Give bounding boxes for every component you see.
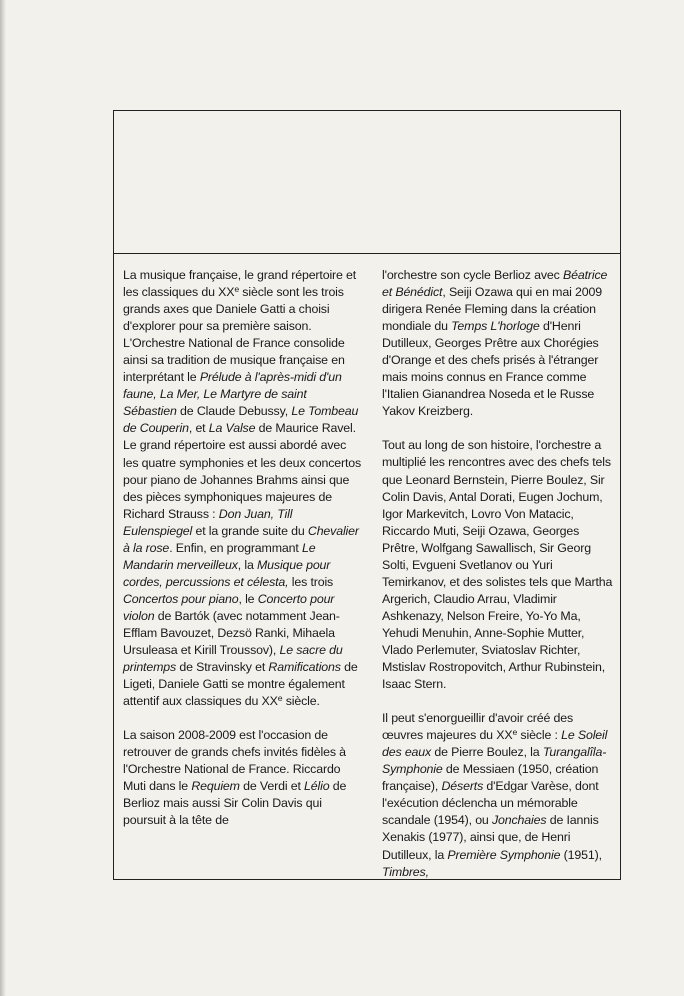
paragraph <box>123 727 363 829</box>
italic-text: Concerto pour violon <box>123 591 338 623</box>
italic-text: Béatrice et Bénédict <box>382 268 611 300</box>
paragraph <box>382 267 616 420</box>
italic-text: Temps L'horloge <box>451 319 540 334</box>
text-run: de Pierre Boulez, la <box>431 745 543 760</box>
text-run: La musique française, le grand répertoire et les classiques du XX <box>123 268 360 300</box>
text-run: d'Henri Dutilleux, Georges Prêtre aux Chorégies d'Orange et des chefs prisés à l'étranger mais moins connus en France comme l'Italien Gianandrea Noseda et le Russe Yakov Kreizberg. <box>382 319 602 419</box>
text-run: , et <box>188 421 209 436</box>
text-run: , Seiji Ozawa qui en mai 2009 dirigera Renée Fleming dans la création mondiale du <box>382 285 606 334</box>
superscript: e <box>512 727 518 738</box>
italic-text: Concertos pour piano <box>123 591 239 606</box>
text-run: Il peut s'enorgueillir d'avoir créé des œuvres majeures du XX <box>382 711 577 743</box>
paragraph <box>382 437 616 693</box>
text-run: La saison 2008-2009 est l'occasion de retrouver de grands chefs invités fidèles à l'Orchestre National de France. Riccardo Muti dans le <box>123 728 350 794</box>
text-run: siècle : <box>517 728 562 743</box>
italic-text: La Valse <box>208 421 256 436</box>
superscript: e <box>234 284 240 295</box>
paragraph <box>123 267 363 710</box>
text-run: de Berlioz mais aussi Sir Colin Davis qui poursuit à la tête de <box>123 779 350 828</box>
italic-text: Déserts <box>441 779 484 794</box>
text-run: siècle sont les trois grands axes que Daniele Gatti a choisi d'explorer pour sa première saison. L'Orchestre National de France consolide ainsi sa tradition de musique française en interprétant le <box>123 285 348 385</box>
italic-text: Jonchaies <box>491 813 547 828</box>
text-run: et la grande suite du <box>192 523 308 538</box>
text-run: (1951), <box>560 847 606 862</box>
text-run: , la <box>237 557 257 572</box>
paragraph <box>382 710 616 880</box>
text-run: de Maurice Ravel. Le grand répertoire est aussi abordé avec les quatre symphonies et les deux concertos pour piano de Johannes Brahms ainsi que des pièces symphoniques majeures de Richard Strauss : <box>123 421 365 521</box>
text-run: de Messiaen (1950, création française), <box>382 762 602 794</box>
italic-text: Don Juan, Till Eulenspiegel <box>123 506 296 538</box>
text-run: d'Edgar Varèse, dont l'exécution déclencha un mémorable scandale (1954), ou <box>382 779 602 828</box>
text-frame <box>113 110 621 880</box>
italic-text: Timbres, <box>382 864 429 879</box>
text-run: de Bartók (avec notamment Jean-Efflam Bavouzet, Dezsö Ranki, Mihaela Ursuleasa et Kirill Troussov), <box>123 608 340 658</box>
italic-text: Lélio <box>304 779 330 794</box>
italic-text: Le Soleil des eaux <box>382 728 611 760</box>
italic-text: Le sacre du printemps <box>123 643 346 675</box>
text-run: de Iannis Xenakis (1977), ainsi que, de Henri Dutilleux, la <box>382 813 602 862</box>
text-run: siècle. <box>282 694 320 709</box>
italic-text: Le Tombeau de Couperin <box>123 404 362 436</box>
text-run: de Claude Debussy, <box>176 404 292 419</box>
text-run: de Stravinsky et <box>176 660 269 675</box>
italic-text: Chevalier à la rose <box>123 523 363 555</box>
text-run: Tout au long de son histoire, l'orchestre a multiplié les rencontres avec des chefs tels que Leonard Bernstein, Pierre Boulez, Sir Colin Davis, Antal Dorati, Eugen Jochum, Igor Markevitch, Lovro Von Matacic, Riccardo Muti, Seiji Ozawa, Georges Prêtre, Wolfgang Sawallisch, Sir Georg Solti, Evgueni Svetlanov ou Yuri Temirkanov, et des solistes tels que Martha Argerich, Claudio Arrau, Vladimir Ashkenazy, Nelson Freire, Yo-Yo Ma, Yehudi Menuhin, Anne-Sophie Mutter, Vlado Perlemuter, Sviatoslav Richter, Mstislav Rostropovitch, Arthur Rubinstein, Isaac Stern. <box>382 438 615 692</box>
left-column <box>123 267 363 847</box>
right-column <box>382 267 616 898</box>
italic-text: Ramifications <box>268 660 341 675</box>
page-edge-shadow <box>0 0 6 996</box>
italic-text: Turangalîla-Symphonie <box>382 745 607 777</box>
italic-text: Musique pour cordes, percussions et célesta, <box>123 557 334 589</box>
italic-text: Le Mandarin merveilleux <box>123 540 319 572</box>
italic-text: Prélude à l'après-midi d'un faune, La Mer, Le Martyre de saint Sébastien <box>123 370 345 419</box>
italic-text: Première Symphonie <box>447 847 561 862</box>
text-run: l'orchestre son cycle Berlioz avec <box>382 268 563 282</box>
empty-header-box <box>114 111 620 254</box>
text-run: , le <box>238 591 258 606</box>
text-run: de Verdi et <box>239 779 305 794</box>
text-run: . Enfin, en programmant <box>169 540 302 555</box>
text-run: les trois <box>288 574 337 589</box>
superscript: e <box>277 693 283 704</box>
text-run: de Ligeti, Daniele Gatti se montre également attentif aux classiques du XX <box>123 660 361 709</box>
italic-text: Requiem <box>191 779 240 794</box>
